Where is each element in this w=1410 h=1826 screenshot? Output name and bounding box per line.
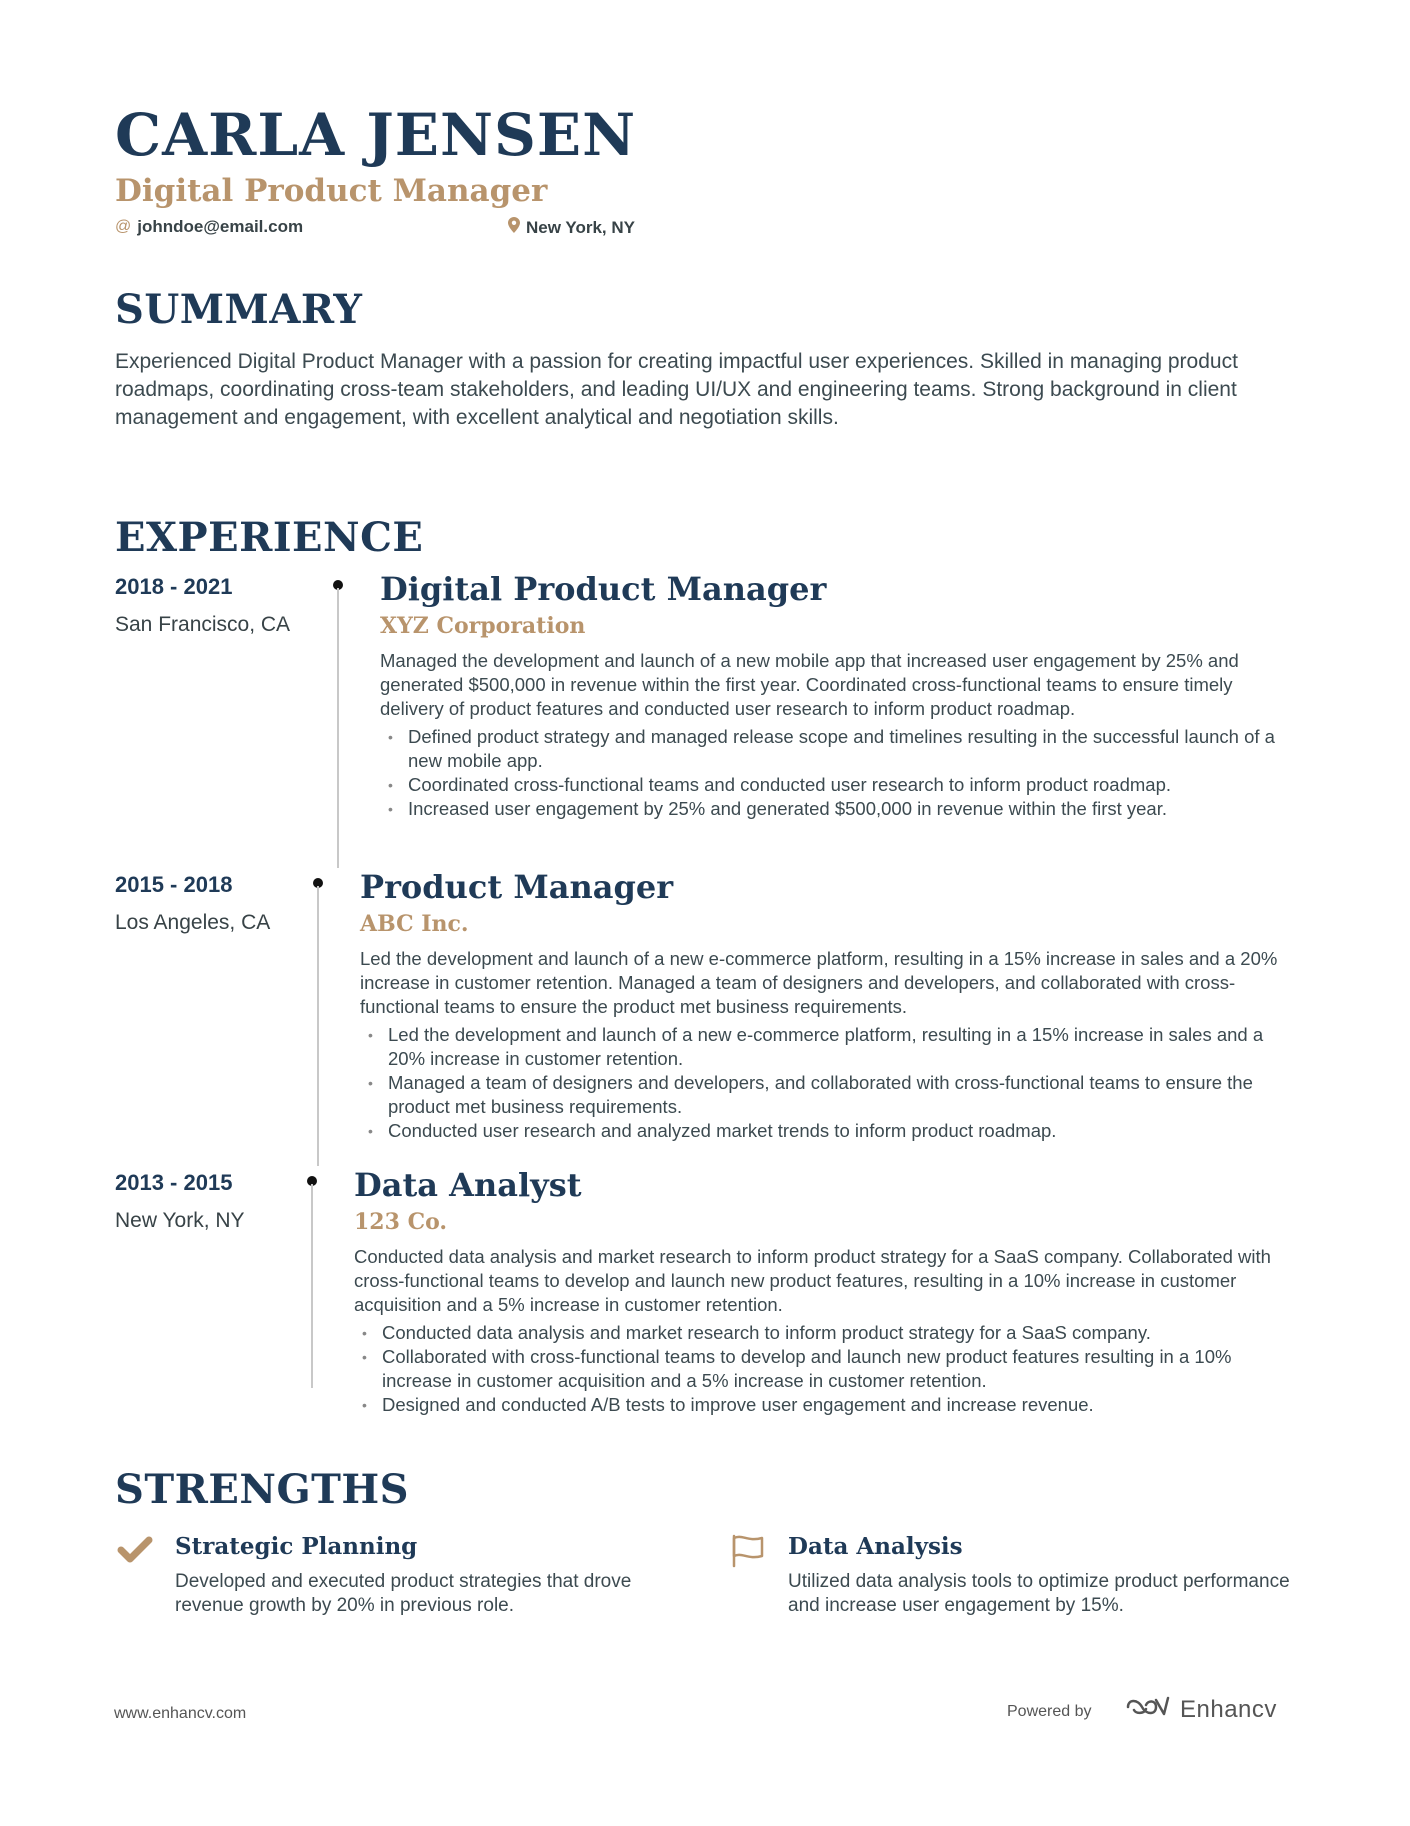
list-item: • Coordinated cross-functional teams and conducted user research to inform product roadmap.: [380, 773, 1280, 797]
summary-text: Experienced Digital Product Manager with a passion for creating impactful user experiences. Skilled in managing product roadmaps, coordinating cross-team stakeholders, and leading UI/UX and engineering teams. Strong background in client management and engagement, with excellent analytical and negotiation skills.: [115, 350, 1238, 429]
entry-bullets: [360, 1023, 1280, 1143]
list-item: • Collaborated with cross-functional teams to develop and launch new product features resulting in a 10% increase in customer acquisition and a 5% increase in customer retention.: [354, 1345, 1284, 1393]
entry-location: San Francisco, CA: [115, 613, 291, 636]
strength-title: Strategic Planning: [175, 1533, 418, 1560]
flag-icon: [728, 1534, 768, 1568]
entry-location: New York, NY: [115, 1209, 245, 1232]
strengths-heading: STRENGTHS: [115, 1466, 410, 1513]
contact-location: [508, 217, 635, 238]
experience-heading: EXPERIENCE: [115, 514, 424, 561]
list-item: • Increased user engagement by 25% and generated $500,000 in revenue within the first year.: [380, 797, 1280, 821]
timeline-line: [317, 886, 319, 1166]
entry-company: 123 Co.: [354, 1209, 448, 1236]
list-item: • Conducted data analysis and market research to inform product strategy for a SaaS company.: [354, 1321, 1284, 1345]
email-text: johndoe@email.com: [137, 217, 304, 236]
timeline-line: [311, 1184, 313, 1388]
map-pin-icon: [508, 217, 520, 238]
enhancv-logo-icon: [1124, 1694, 1170, 1725]
entry-dates: 2015 - 2018: [115, 872, 233, 897]
entry-location: Los Angeles, CA: [115, 911, 271, 934]
entry-role: Data Analyst: [354, 1166, 582, 1204]
strength-description: Utilized data analysis tools to optimize product performance and increase user engagement by 15%.: [788, 1571, 1290, 1616]
entry-bullets: [380, 725, 1280, 821]
summary-heading: SUMMARY: [115, 286, 363, 333]
entry-description: Led the development and launch of a new e-commerce platform, resulting in a 15% increase in sales and a 20% increase in customer retention. Managed a team of designers and developers, and collaborated with cross-functional teams to ensure the product met business requirements.: [360, 947, 1278, 1017]
strength-title: Data Analysis: [788, 1533, 963, 1560]
at-icon: @: [115, 218, 132, 235]
checkmark-icon: [115, 1534, 155, 1568]
list-item: • Defined product strategy and managed release scope and timelines resulting in the successful launch of a new mobile app.: [380, 725, 1280, 773]
entry-content: [360, 868, 1280, 1143]
entry-dates: 2013 - 2015: [115, 1170, 233, 1195]
brand-logo[interactable]: [1124, 1694, 1277, 1725]
entry-bullets: [354, 1321, 1284, 1417]
timeline-line: [337, 588, 339, 868]
entry-content: [380, 570, 1280, 821]
footer-url[interactable]: www.enhancv.com: [114, 1705, 247, 1722]
entry-dates: 2018 - 2021: [115, 574, 233, 599]
entry-content: [354, 1166, 1284, 1417]
entry-role: Digital Product Manager: [380, 570, 827, 608]
entry-description: Managed the development and launch of a new mobile app that increased user engagement by 25% and generated $500,000 in revenue within the first year. Coordinated cross-functional teams to ensure timely delivery of product features and conducted user research to inform product roadmap.: [380, 649, 1239, 719]
contact-email[interactable]: [115, 217, 303, 237]
list-item: • Led the development and launch of a new e-commerce platform, resulting in a 15% increase in sales and a 20% increase in customer retention.: [360, 1023, 1280, 1071]
list-item: • Managed a team of designers and developers, and collaborated with cross-functional teams to ensure the product met business requirements.: [360, 1071, 1280, 1119]
candidate-name: CARLA JENSEN: [115, 101, 637, 169]
location-text: New York, NY: [526, 217, 635, 237]
brand-name: Enhancv: [1180, 1695, 1277, 1723]
entry-company: ABC Inc.: [360, 911, 469, 938]
entry-company: XYZ Corporation: [380, 613, 586, 640]
strength-description: Developed and executed product strategies that drove revenue growth by 20% in previous role.: [175, 1571, 632, 1616]
entry-role: Product Manager: [360, 868, 674, 906]
candidate-title: Digital Product Manager: [115, 173, 548, 209]
list-item: • Designed and conducted A/B tests to improve user engagement and increase revenue.: [354, 1393, 1284, 1417]
entry-description: Conducted data analysis and market research to inform product strategy for a SaaS company. Collaborated with cross-functional teams to develop and launch new product features, resulting in a 10% increase in customer acquisition and a 5% increase in customer retention.: [354, 1245, 1271, 1315]
list-item: • Conducted user research and analyzed market trends to inform product roadmap.: [360, 1119, 1280, 1143]
powered-by-label: Powered by: [1007, 1703, 1092, 1720]
